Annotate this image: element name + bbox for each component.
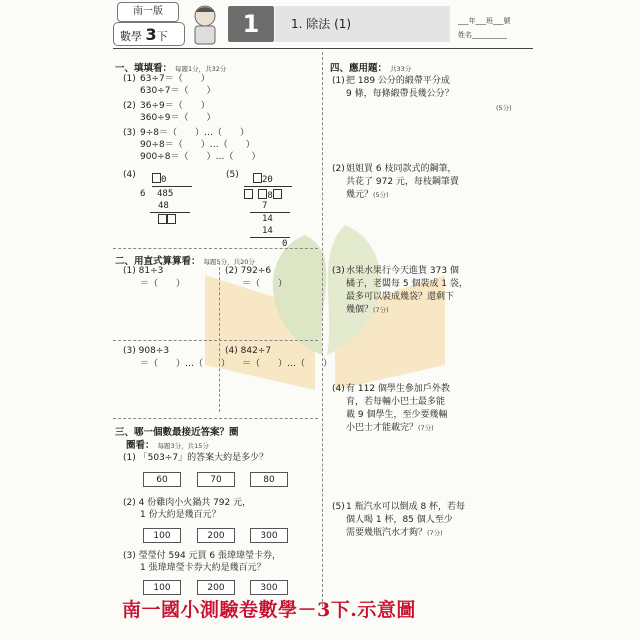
section1-title: 一、填填看： 每題1分，共32分 [115, 63, 227, 74]
s1-p4-label: (4) [123, 170, 136, 180]
s1-p2-line1: 36÷9＝（ ） [140, 101, 210, 111]
s2-p4: (4) 842÷7 [225, 346, 272, 356]
s1-p1-line1: 63÷7＝（ ） [140, 74, 210, 84]
s3-p3-option-1[interactable]: 100 [143, 580, 181, 595]
ld5-dividend-tail: 8 [267, 191, 273, 201]
s3-p2-option-1[interactable]: 100 [143, 528, 181, 543]
s4-p1-points: (5分) [496, 104, 512, 112]
unit-number-box: 1 [228, 6, 274, 42]
s3-p1-option-2[interactable]: 70 [197, 472, 235, 487]
section2-title: 二、用直式算算看： 每題5分，共20分 [115, 256, 255, 267]
s1-p3-line2: 90÷8＝（ ）…（ ） [140, 140, 255, 150]
s4-p3-line3: 最多可以裝成幾袋？還剩下 [346, 292, 455, 302]
column-divider [322, 52, 323, 607]
s1-p1-line2: 630÷7＝（ ） [140, 86, 216, 96]
s4-p5-line2: 個人喝 1 杯，85 個人至少 [346, 515, 453, 525]
s3-p1-option-1[interactable]: 60 [143, 472, 181, 487]
s3-p3-option-2[interactable]: 200 [197, 580, 235, 595]
term-label: 下 [156, 30, 168, 43]
s3-p2-line2: 1 份大約是幾百元？ [140, 510, 221, 520]
s4-p5-line3: 需要幾瓶汽水才夠？(7分) [346, 528, 443, 538]
s1-p3-line1: 9÷8＝（ ）…（ ） [140, 128, 249, 138]
class-field[interactable]: ___年___班___號 [458, 17, 511, 25]
s1-p2-line2: 360÷9＝（ ） [140, 113, 216, 123]
ld5-row3: 14 [262, 226, 273, 236]
ld4-quotient-digit: 0 [161, 175, 167, 185]
section2-points: 每題5分，共20分 [203, 258, 255, 266]
s4-p4-line3: 載 9 個學生，至少要幾輛 [346, 410, 448, 420]
ld5-row1: 7 [262, 201, 268, 211]
ld4-divisor: 6 [140, 189, 146, 199]
s4-p3-line2: 橘子，老闆每 5 個裝成 1 袋， [346, 279, 468, 289]
s3-p1-option-3[interactable]: 80 [250, 472, 288, 487]
s1-p3-label: (3) [123, 128, 136, 138]
section-divider [113, 248, 318, 249]
s1-p2-label: (2) [123, 101, 136, 111]
s2-p1-answer: ＝（ ） [140, 279, 186, 289]
section-divider-2 [113, 418, 318, 419]
s2-p2: (2) 792÷6 [225, 266, 272, 276]
ld4-sub: 48 [158, 201, 169, 211]
s3-p3-line2: 1 張瑋瑋瑩卡券大約是幾百元？ [140, 563, 266, 573]
s3-p3-line1: (3) 瑩瑩付 594 元買 6 張瑋瑋瑩卡券， [123, 551, 281, 561]
ld5-quotient: 20 [262, 175, 273, 185]
section4-title: 四、應用題： 共33分 [330, 63, 412, 74]
grade-number: 3 [145, 25, 157, 44]
section3-points: 每題3分，共15分 [157, 442, 209, 450]
s4-p4-line4: 小巴士才能載完？(7分) [346, 423, 434, 433]
s2-p3-answer: ＝（ ）…（ ） [140, 359, 231, 369]
s1-p5-label: (5) [226, 170, 239, 180]
s4-p5-points: (7分) [427, 529, 443, 537]
s4-p2-line1: 姐姐買 6 枝同款式的鋼筆， [346, 164, 457, 174]
subject-label: 數學 [120, 30, 142, 43]
unit-title: 1. 除法 (1) [275, 6, 450, 42]
watermark-logo [195, 215, 455, 405]
s3-p3-option-3[interactable]: 300 [250, 580, 288, 595]
s4-p5-label: (5) [332, 502, 345, 512]
publisher-badge: 南一版 [117, 2, 179, 22]
s4-p3-line4: 幾個？(7分) [346, 305, 389, 315]
mascot-icon [186, 2, 224, 46]
header-divider [113, 48, 533, 49]
s4-p1-label: (1) [332, 76, 345, 86]
name-field[interactable]: 姓名__________ [458, 31, 507, 39]
s4-p5-line1: 1 瓶汽水可以倒成 8 杯，若每 [346, 502, 466, 512]
section3-title-line2: 圈看： 每題3分，共15分 [126, 440, 209, 451]
s2-p4-answer: ＝（ ）…（ ） [242, 359, 333, 369]
section3-title: 三、哪一個數最接近答案？圈 [115, 427, 239, 438]
s3-p1: (1) 「503÷7」的答案大約是多少？ [123, 453, 269, 463]
sample-caption: 南一國小測驗卷數學－3下.示意圖 [122, 599, 416, 621]
s4-p2-line3: 幾元？(5分) [346, 190, 389, 200]
s4-p2-line2: 共花了 972 元，每枝鋼筆賣 [346, 177, 459, 187]
s4-p4-label: (4) [332, 384, 345, 394]
s4-p4-points: (7分) [418, 424, 434, 432]
s1-p3-line3: 900÷8＝（ ）…（ ） [140, 152, 261, 162]
s4-p1-line2: 9 條，每條緞帶長幾公分？ [346, 89, 454, 99]
s2-p1: (1) 81÷3 [123, 266, 164, 276]
s4-p2-points: (5分) [373, 191, 389, 199]
section1-points: 每題1分，共32分 [175, 65, 227, 73]
s2-p2-answer: ＝（ ） [242, 279, 288, 289]
ld5-remainder: 0 [282, 239, 288, 249]
s1-p1-label: (1) [123, 74, 136, 84]
section2-vdivider [219, 262, 220, 412]
section4-points: 共33分 [390, 65, 412, 73]
s3-p2-option-2[interactable]: 200 [197, 528, 235, 543]
s4-p2-label: (2) [332, 164, 345, 174]
s4-p1-line1: 把 189 公分的緞帶平分成 [346, 76, 450, 86]
s4-p4-line1: 有 112 個學生參加戶外教 [346, 384, 450, 394]
s4-p3-line1: 水果水果行今天進貨 373 個 [346, 266, 459, 276]
s4-p4-line2: 育，若每輛小巴士最多能 [346, 397, 446, 407]
ld5-row2: 14 [262, 214, 273, 224]
ld4-dividend: 485 [157, 189, 174, 199]
s4-p3-label: (3) [332, 266, 345, 276]
s4-p3-points: (7分) [373, 306, 389, 314]
subject-badge [113, 22, 185, 46]
section2-mid-divider [113, 340, 318, 341]
s3-p2-line1: (2) 4 份雞肉小火鍋共 792 元， [123, 498, 252, 508]
s2-p3: (3) 908÷3 [123, 346, 170, 356]
s3-p2-option-3[interactable]: 300 [250, 528, 288, 543]
